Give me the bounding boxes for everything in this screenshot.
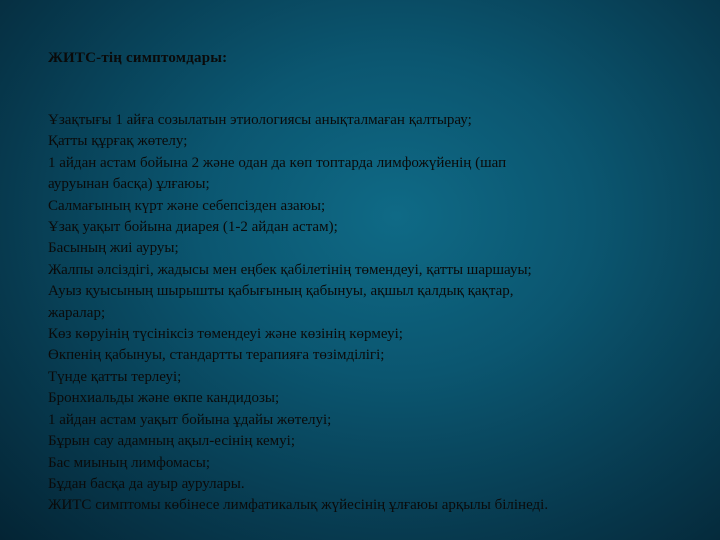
slide-title: ЖИТС-тің симптомдары: — [48, 50, 228, 66]
symptom-list — [48, 110, 698, 517]
text-line: Басының жиі ауруы; — [48, 240, 179, 257]
text-line: Жалпы әлсіздігі, жадысы мен еңбек қабілетінің төмендеуі, қатты шаршауы; — [48, 261, 532, 278]
text-line: Ауыз қуысының шырышты қабығының қабынуы, ақшыл қалдық қақтар, — [48, 283, 514, 300]
text-line: ауруынан басқа) ұлғаюы; — [48, 176, 210, 193]
text-line: Көз көруінің түсініксіз төмендеуі және көзінің көрмеуі; — [48, 326, 403, 343]
text-line: Бұрын сау адамның ақыл-есінің кемуі; — [48, 433, 296, 450]
text-line: Бас миының лимфомасы; — [48, 454, 211, 471]
text-line: Қатты құрғақ жөтелу; — [48, 133, 188, 150]
text-line: 1 айдан астам бойына 2 және одан да көп топтарда лимфожүйенің (шап — [48, 154, 507, 171]
text-line: 1 айдан астам уақыт бойына ұдайы жөтелуі; — [48, 411, 332, 428]
text-line: ЖИТС симптомы көбінесе лимфатикалық жүйесінің ұлғаюы арқылы білінеді. — [48, 497, 549, 514]
text-line: Бронхиальды және өкпе кандидозы; — [48, 390, 280, 407]
text-line: Түнде қатты терлеуі; — [48, 368, 182, 385]
text-line: Салмағының күрт және себепсізден азаюы; — [48, 197, 326, 214]
text-line: Өкпенің қабынуы, стандартты терапияға төзімділігі; — [48, 347, 385, 364]
text-line: жаралар; — [48, 304, 106, 321]
text-line: Ұзақ уақыт бойына диарея (1-2 айдан астам); — [48, 219, 338, 236]
text-line: Бұдан басқа да ауыр аурулары. — [48, 475, 245, 492]
text-line: Ұзақтығы 1 айға созылатын этиологиясы анықталмаған қалтырау; — [48, 112, 472, 128]
